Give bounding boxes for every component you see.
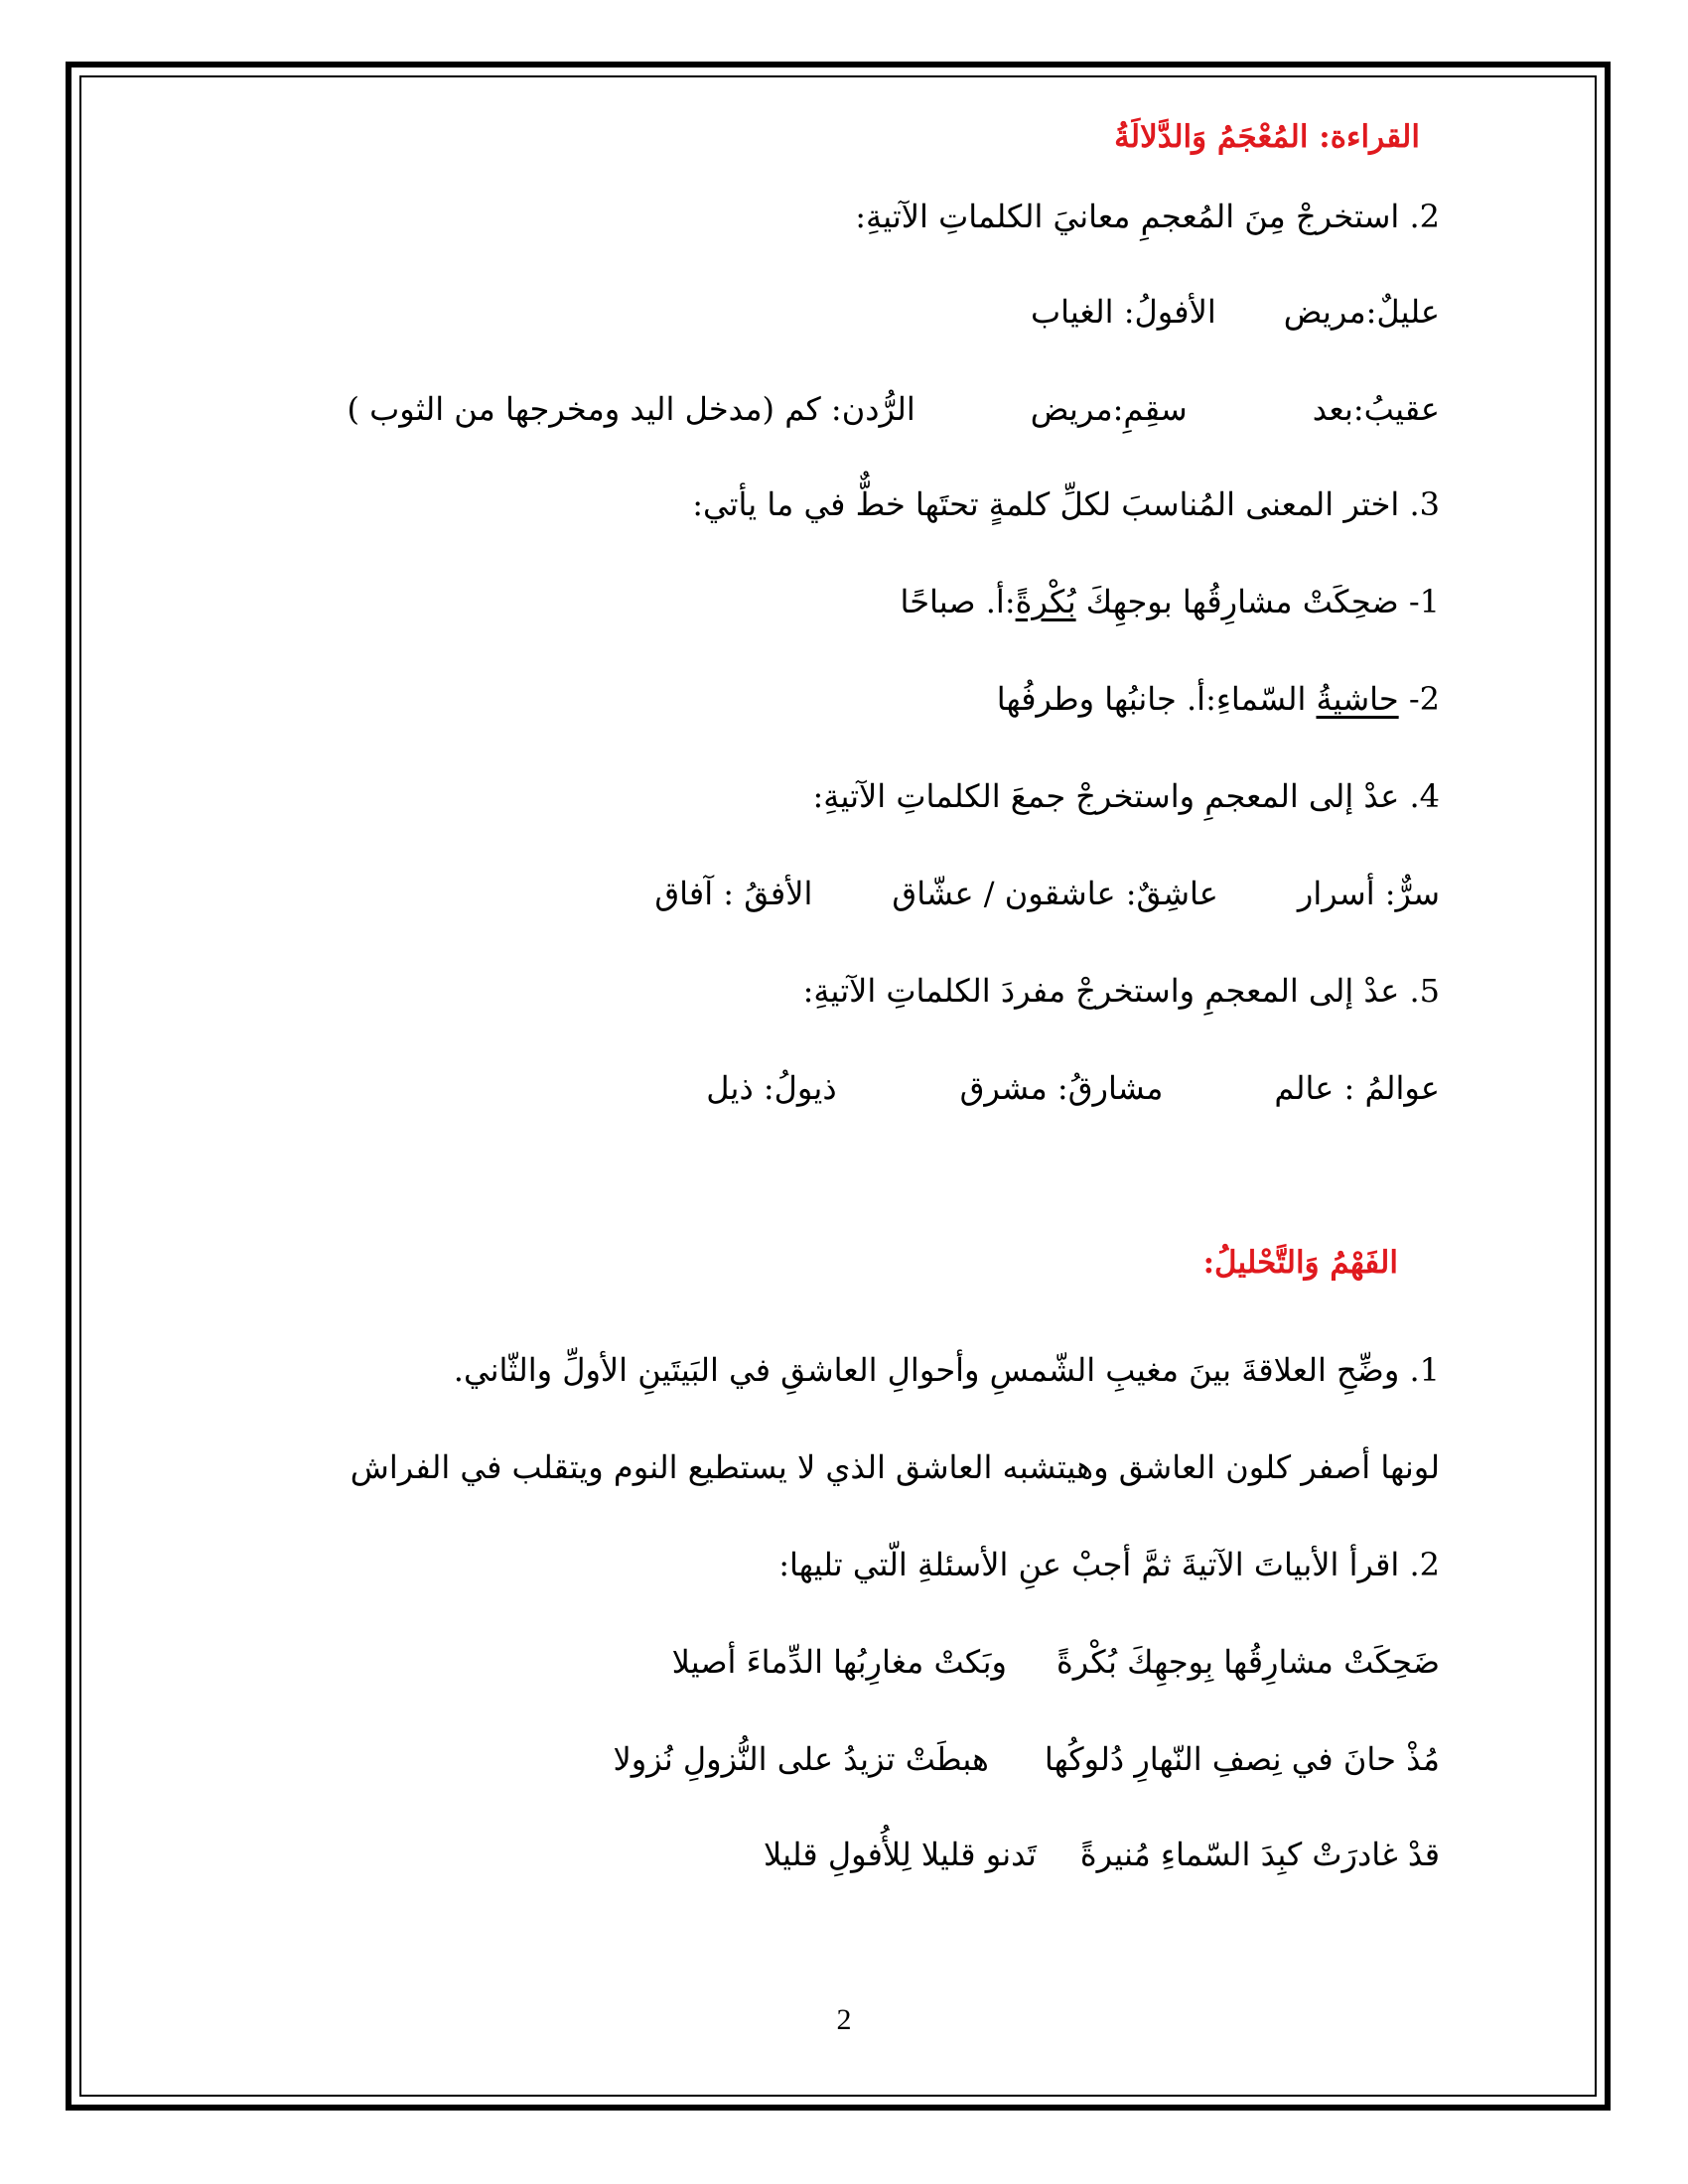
- answer-row-meanings-2: [348, 389, 1440, 429]
- question-3: 3. اختر المعنى المُناسبَ لكلِّ كلمةٍ تحتَها خطٌّ في ما يأتي:: [692, 485, 1440, 523]
- question-5: 5. عدْ إلى المعجمِ واستخرجْ مفردَ الكلماتِ الآتيةِ:: [802, 972, 1440, 1010]
- comprehension-question-2: 2. اقرأ الأبياتَ الآتيةَ ثمَّ أجبْ عنِ الأسئلةِ الّتي تليها:: [778, 1546, 1440, 1583]
- section-heading-comprehension: الفَهْمُ وَالتَّحْليلُ:: [1202, 1245, 1398, 1281]
- answer-row-meanings-1: [1031, 292, 1440, 332]
- question-3-item-2: [997, 679, 1440, 719]
- verse-line-1: [672, 1642, 1440, 1682]
- item-answer: :أ. صباحًا: [900, 583, 1016, 620]
- item-answer: السّماءِ:أ. جانبُها وطرفُها: [996, 680, 1317, 718]
- section-heading-dictionary: القراءة: المُعْجَمُ وَالدَّلالَةُ: [1114, 119, 1420, 155]
- verse-first-half: مُذْ حانَ في نِصفِ النّهارِ دُلوكُها: [1044, 1740, 1440, 1778]
- verse-second-half: تَدنو قليلا لِلأُفولِ قليلا: [764, 1836, 1037, 1873]
- singular-item: عوالمُ : عالم: [1274, 1069, 1440, 1107]
- verse-first-half: ضَحِكَتْ مشارِقُها بِوجهِكَ بُكْرةً: [1055, 1643, 1440, 1681]
- answer-row-plurals: [654, 874, 1440, 913]
- comprehension-question-1: 1. وضِّحِ العلاقةَ بينَ مغيبِ الشّمسِ وأحوالِ العاشقِ في البَيتَينِ الأولِّ والثّاني.: [453, 1351, 1440, 1389]
- answer-row-singulars: [706, 1068, 1440, 1108]
- plural-item: عاشِقٌ: عاشقون / عشّاق: [892, 875, 1218, 912]
- verse-line-3: [764, 1835, 1440, 1874]
- item-text: 2-: [1398, 680, 1440, 718]
- meaning-item: الأفولُ: الغياب: [1030, 293, 1216, 331]
- page-number: 2: [836, 2003, 852, 2036]
- singular-item: مشارقُ: مشرق: [959, 1069, 1164, 1107]
- underlined-word: حاشيةُ: [1316, 680, 1399, 718]
- meaning-item: الرُّدن: كم (مدخل اليد ومخرجها من الثوب ): [347, 390, 915, 428]
- question-3-item-1: [900, 582, 1440, 621]
- meaning-item: عقيبُ:بعد: [1312, 390, 1440, 428]
- verse-second-half: وبَكتْ مغارِبُها الدِّماءَ أصيلا: [671, 1643, 1007, 1681]
- underlined-word: بُكْرةً: [1015, 583, 1076, 620]
- verse-second-half: هبطَتْ تزيدُ على النُّزولِ نُزولا: [613, 1740, 989, 1778]
- plural-item: الأفقُ : آفاق: [654, 875, 813, 912]
- meaning-item: عليلٌ:مريض: [1283, 293, 1440, 331]
- comprehension-answer-1: لونها أصفر كلون العاشق وهيتشبه العاشق الذي لا يستطيع النوم ويتقلب في الفراش: [350, 1448, 1440, 1486]
- question-2: 2. استخرجْ مِنَ المُعجمِ معانيَ الكلماتِ الآتيةِ:: [855, 198, 1440, 235]
- plural-item: سرٌّ: أسرار: [1297, 875, 1440, 912]
- meaning-item: سقِمِ:مريض: [1030, 390, 1188, 428]
- verse-first-half: قدْ غادرَتْ كبِدَ السّماءِ مُنيرةً: [1079, 1836, 1440, 1873]
- singular-item: ذيولُ: ذيل: [706, 1069, 837, 1107]
- verse-line-2: [613, 1739, 1440, 1779]
- item-text: 1- ضحِكَتْ مشارِقُها بوجهِكَ: [1075, 583, 1440, 620]
- question-4: 4. عدْ إلى المعجمِ واستخرجْ جمعَ الكلماتِ الآتيةِ:: [812, 777, 1440, 815]
